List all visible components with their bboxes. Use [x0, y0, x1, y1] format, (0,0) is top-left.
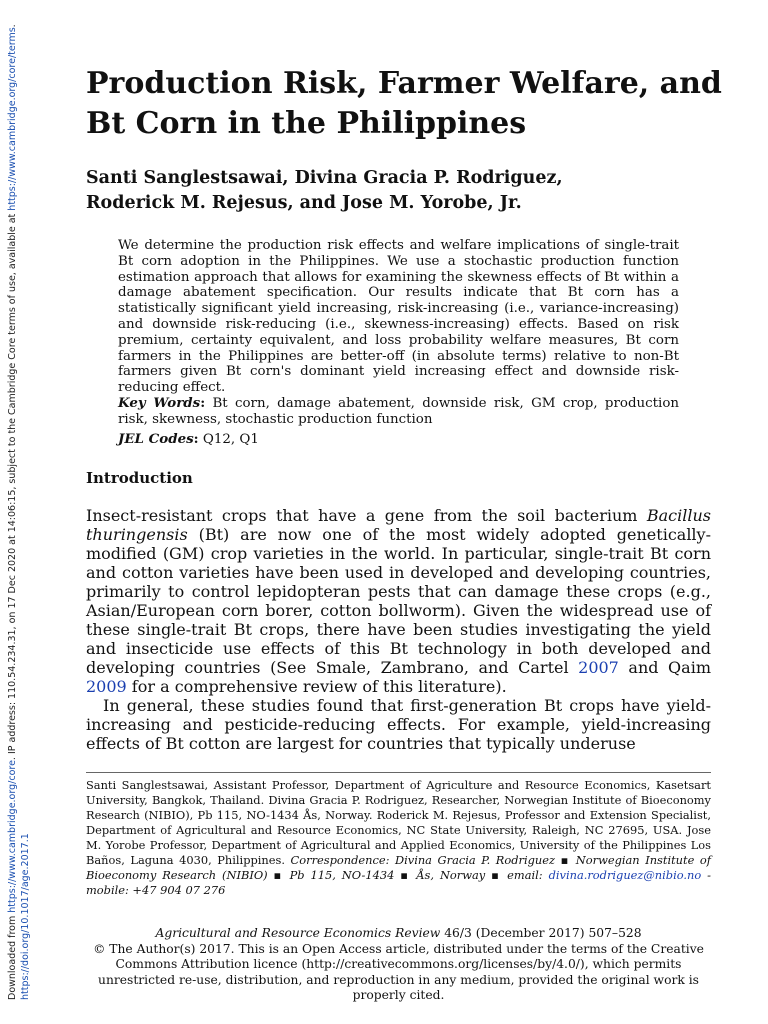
journal-info — [86, 926, 711, 1004]
key-words-text: Bt corn, damage abatement, downside risk, GM crop, production risk, skewness, stochastic production function — [118, 396, 680, 427]
footnote-mobile: - mobile: +47 904 07 276 — [86, 868, 711, 897]
journal-name: Agricultural and Resource Economics Review — [155, 926, 441, 940]
authors-line-1: Santi Sanglestsawai, Divina Gracia P. Rodriguez, — [86, 168, 563, 188]
jel-codes-text: Q12, Q1 — [198, 432, 259, 447]
authors-line-2: Roderick M. Rejesus, and Jose M. Yorobe, Jr. — [86, 193, 522, 213]
download-notice-line2 — [19, 60, 32, 1000]
doi-link[interactable]: https://doi.org/10.1017/age.2017.1 — [20, 833, 31, 1000]
paragraph-1 — [86, 506, 711, 696]
key-words: Key Words: Bt corn, damage abatement, downside risk, GM crop, production risk, skewness, stochastic production function — [118, 395, 680, 427]
download-notice-line1 — [6, 24, 19, 1000]
footnote-divider — [86, 772, 711, 773]
citation-2007-link[interactable]: 2007 — [578, 658, 619, 677]
download-prefix: Downloaded from — [7, 912, 18, 1000]
species-name: Bacillus thuringensis — [86, 506, 711, 544]
paragraph-1-part-3: and Qaim — [618, 658, 711, 677]
section-heading-introduction: Introduction — [86, 469, 193, 487]
paragraph-2: In general, these studies found that first-generation Bt crops have yield-increasing and pesticide-reducing effects. For example, yield-increasing effects of Bt cotton are largest for countries that typically underuse — [86, 696, 711, 753]
paragraph-1-part-1: Insect-resistant crops that have a gene from the soil bacterium — [86, 506, 647, 525]
download-middle: . IP address: 110.54.234.31, on 17 Dec 2020 at 14:06:15, subject to the Cambridge Core terms of use, available at — [7, 210, 18, 761]
cambridge-core-link[interactable]: https://www.cambridge.org/core — [7, 760, 18, 913]
paragraph-1-part-4: for a comprehensive review of this literature). — [126, 677, 507, 696]
download-notice — [6, 24, 34, 1000]
abstract: We determine the production risk effects and welfare implications of single-trait Bt corn adoption in the Philippines. We use a stochastic production function estimation approach that allows for examining the skewness effects of Bt within a damage abatement specification. Our results indicate that Bt corn has a statistically significant yield increasing, risk-increasing (i.e., variance-increasing) and downside risk-reducing (i.e., skewness-increasing) effects. Based on risk premium, certainty equivalent, and loss probability welfare measures, Bt corn farmers in the Philippines are better-off (in absolute terms) relative to non-Bt farmers given Bt corn's dominant yield increasing effect and downside risk-reducing effect. — [118, 238, 679, 396]
paragraph-1-part-2: (Bt) are now one of the most widely adopted genetically-modified (GM) crop varieties in the world. In particular, single-trait Bt corn and cotton varieties have been used in developed and developing countries, primarily to control lepidopteran pests that can damage these crops (e.g., Asian/European corn borer, cotton bollworm). Given the widespread use of these single-trait Bt crops, there have been studies investigating the yield and insecticide use effects of this Bt technology in both developed and developing countries (See Smale, Zambrano, and Cartel — [86, 525, 711, 677]
license-notice: © The Author(s) 2017. This is an Open Access article, distributed under the terms of the Creative Commons Attribution licence (http://creativecommons.org/licenses/by/4.0/), which permits unrestricted re-use, distribution, and reproduction in any medium, provided the original work is properly cited. — [93, 941, 704, 1002]
correspondence-email-link[interactable]: divina.rodriguez@nibio.no — [548, 868, 702, 882]
authors — [86, 166, 706, 216]
footnote-affiliations: Santi Sanglestsawai, Assistant Professor, Department of Agriculture and Resource Economics, Kasetsart University, Bangkok, Thailand. Divina Gracia P. Rodriguez, Researcher, Norwegian Institute of Bioeconomy Research (NIBIO), Pb 115, NO-1434 Ås, Norway. Roderick M. Rejesus, Professor and Extension Specialist, Department of Agricultural and Resource Economics, NC State University, Raleigh, NC 27695, USA. Jose M. Yorobe Professor, Department of Agricultural and Applied Economics, University of the Philippines Los Baños, Laguna 4030, Philippines. — [86, 778, 711, 867]
author-footnote — [86, 778, 711, 898]
jel-codes-label: JEL Codes — [118, 431, 194, 447]
citation-2009-link[interactable]: 2009 — [86, 677, 127, 696]
terms-link[interactable]: https://www.cambridge.org/core/terms — [7, 27, 18, 211]
download-end: . — [7, 24, 18, 28]
key-words-label: Key Words — [118, 395, 201, 411]
journal-citation — [86, 926, 711, 942]
footnote-correspondence: Correspondence: Divina Gracia P. Rodriguez ▪ Norwegian Institute of Bioeconomy Research (NIBIO) ▪ Pb 115, NO-1434 ▪ Ås, Norway ▪ email: — [86, 853, 711, 882]
introduction-body — [86, 506, 711, 753]
paper-title: Production Risk, Farmer Welfare, and Bt Corn in the Philippines — [86, 66, 722, 141]
jel-codes: JEL Codes: Q12, Q1 — [118, 431, 259, 447]
journal-issue: 46/3 (December 2017) 507–528 — [440, 926, 642, 940]
